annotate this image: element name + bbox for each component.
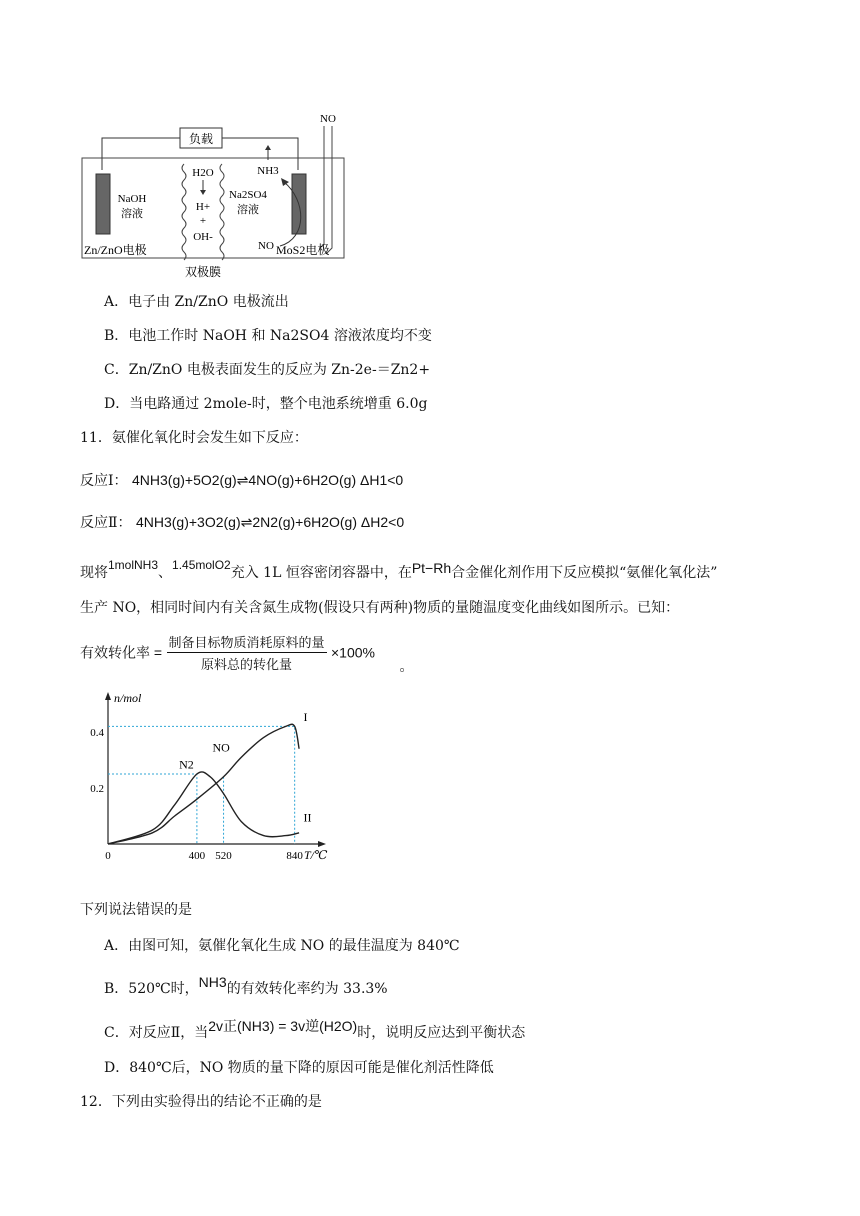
- no-inlet-tube: [320, 126, 332, 254]
- reaction-2-equation: 4NH3(g)+3O2(g)⇌2N2(g)+6H2O(g) ΔH2<0: [135, 514, 405, 530]
- q10-option-a: A．电子由 Zn/ZnO 电极流出: [104, 294, 289, 310]
- x-axis-arrow: [318, 841, 326, 847]
- bipolar-membrane-left: [182, 164, 186, 260]
- y-tick-label-0.4: 0.4: [90, 727, 104, 739]
- q12-stem: 12．下列由实验得出的结论不正确的是: [80, 1094, 322, 1110]
- x-tick-label-520: 520: [215, 850, 232, 862]
- x-axis-label: T/℃: [304, 848, 328, 862]
- cell-diagram: [80, 108, 350, 284]
- x-tick-label-840: 840: [286, 850, 303, 862]
- naoh-solution-label: 溶液: [121, 208, 143, 220]
- formula-numerator: 制备目标物质消耗原料的量: [167, 632, 327, 653]
- q10-option-c: C．Zn/ZnO 电极表面发生的反应为 Zn-2e-＝Zn2+: [104, 362, 431, 378]
- naoh-label: NaOH: [117, 193, 147, 205]
- formula-lhs: 有效转化率 =: [80, 644, 163, 661]
- left-electrode-label: Zn/ZnO电极: [84, 243, 147, 257]
- q10-option-b: B．电池工作时 NaOH 和 Na2SO4 溶液浓度均不变: [104, 328, 432, 344]
- nh3-label: NH3: [257, 165, 279, 177]
- q11-question: 下列说法错误的是: [80, 902, 192, 918]
- opt-b-suffix: 的有效转化率约为 33.3%: [226, 981, 388, 997]
- y-tick-label-0.2: 0.2: [90, 783, 104, 795]
- q11-option-d: D．840℃后，NO 物质的量下降的原因可能是催化剂活性降低: [104, 1060, 494, 1076]
- curve-label-I: I: [303, 709, 308, 724]
- reaction-2-label: 反应Ⅱ：: [80, 515, 132, 531]
- para1-sep: 、: [158, 565, 173, 581]
- q10-option-d: D．当电路通过 2mole-时，整个电池系统增重 6.0g: [104, 396, 428, 412]
- series-label-N2: N2: [179, 757, 194, 772]
- q11-paragraph-1: [80, 558, 718, 583]
- opt-b-nh3: NH3: [198, 974, 227, 990]
- opt-b-prefix: B．520℃时，: [104, 981, 199, 997]
- load-label: 负载: [188, 132, 214, 146]
- membrane-label: 双极膜: [184, 265, 222, 279]
- na2so4-label: Na2SO4: [229, 189, 267, 201]
- reaction-2-row: [80, 512, 404, 533]
- formula-rhs: ×100%: [331, 644, 375, 661]
- no-top-label: NO: [320, 113, 336, 125]
- guide-no-max: [108, 726, 295, 844]
- h2o-label: H2O: [192, 167, 214, 179]
- zn-electrode: [96, 174, 110, 234]
- q11-paragraph-2: 生产 NO，相同时间内有关含氮生成物(假设只有两种)物质的量随温度变化曲线如图所示。已知：: [80, 600, 680, 616]
- para1-o2: 1.45molO2: [172, 558, 231, 572]
- na2so4-solution-label: 溶液: [237, 204, 259, 216]
- no-bottom-label: NO: [258, 240, 274, 252]
- x-tick-label-0: 0: [105, 850, 111, 862]
- curve-label-II: II: [303, 810, 312, 825]
- para1-nh3: 1molNH3: [108, 558, 159, 572]
- series-line-NO: [108, 724, 299, 844]
- oh-minus-label: OH-: [193, 231, 213, 243]
- bipolar-membrane-right: [220, 164, 224, 260]
- para1-catalyst: Pt−Rh: [411, 560, 452, 576]
- nh3-arrow-head: [265, 145, 271, 150]
- q11-option-b: [104, 974, 388, 999]
- h2o-arrow-head: [200, 190, 206, 195]
- wire-left: [102, 138, 180, 170]
- y-axis-label: n/mol: [114, 691, 142, 705]
- para1-prefix: 现将: [80, 565, 108, 581]
- q11-option-c: [104, 1018, 526, 1043]
- h-plus-label: H+: [195, 201, 211, 213]
- series-line-N2: [108, 772, 299, 844]
- q11-option-a: A．由图可知，氨催化氧化生成 NO 的最佳温度为 840℃: [104, 938, 460, 954]
- reaction-1-label: 反应Ⅰ：: [80, 473, 128, 489]
- opt-c-prefix: C．对反应Ⅱ，当: [104, 1025, 209, 1041]
- x-tick-label-400: 400: [188, 850, 206, 862]
- nitrogen-product-chart: [80, 688, 330, 866]
- para1-mid: 充入 1L 恒容密闭容器中，在: [230, 565, 412, 581]
- reaction-1-row: [80, 470, 403, 491]
- reaction-1-equation: 4NH3(g)+5O2(g)⇌4NO(g)+6H2O(g) ΔH1<0: [131, 472, 404, 488]
- right-electrode-label: MoS2电极: [276, 243, 330, 257]
- opt-c-equation: 2v正(NH3) = 3v逆(H2O): [208, 1018, 358, 1034]
- para1-suffix: 合金催化剂作用下反应模拟“氨催化氧化法”: [451, 565, 718, 581]
- formula-denominator: 原料总的转化量: [201, 657, 293, 672]
- plus-label: +: [199, 215, 207, 227]
- formula-fraction: [167, 632, 327, 673]
- y-axis-arrow: [105, 692, 111, 700]
- q11-stem: 11．氨催化氧化时会发生如下反应：: [80, 430, 308, 446]
- opt-c-suffix: 时，说明反应达到平衡状态: [357, 1025, 526, 1041]
- efficiency-formula: [80, 632, 413, 676]
- formula-end: 。: [399, 658, 414, 675]
- series-label-NO: NO: [212, 740, 230, 755]
